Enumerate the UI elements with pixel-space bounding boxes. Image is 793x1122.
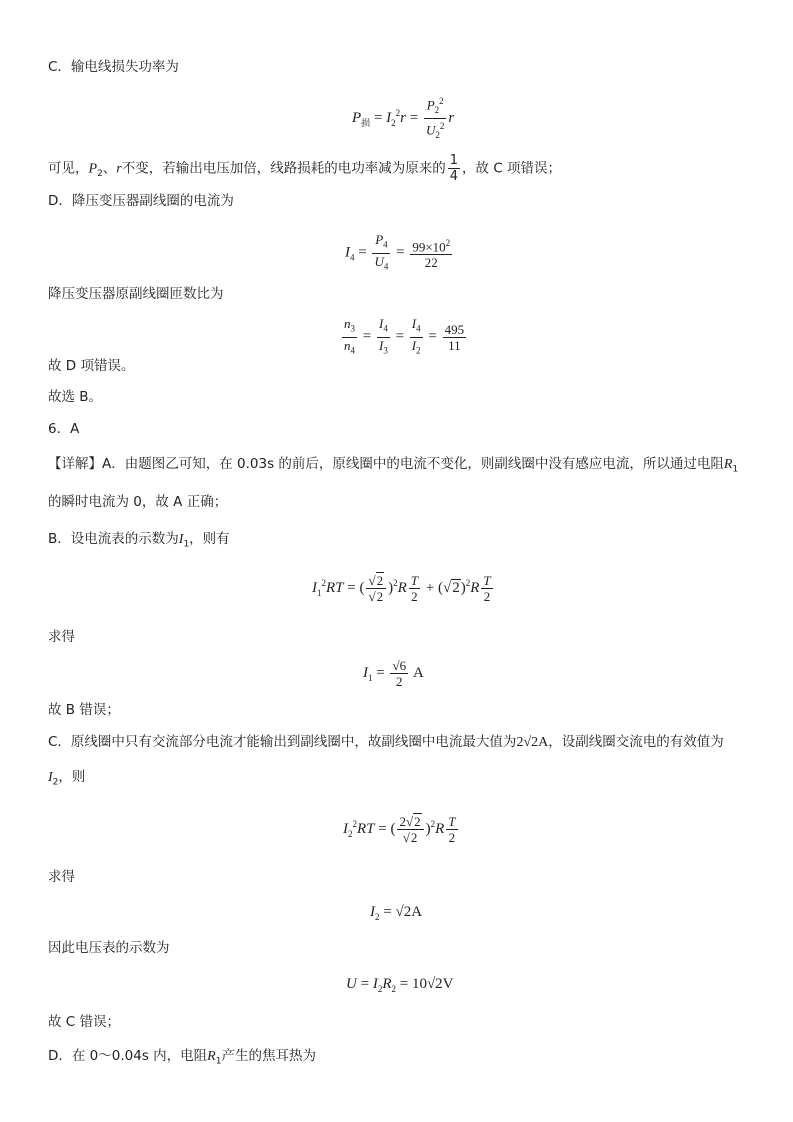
text-line-c-setup-cont: $I_2$，则 <box>48 769 86 788</box>
text-line-b-setup: B．设电流表的示数为$I_1$，则有 <box>48 531 230 550</box>
text-line-conclusion-c: 可见，$P_2$、r不变，若输出电压加倍，线路损耗的电功率减为原来的 $\frac{1}{4}$ ，故 C 项错误； <box>48 153 562 184</box>
text-line-question-6: 6．A <box>48 421 80 437</box>
equation-i2-result: $I_2 = √2A$ <box>370 904 423 922</box>
text-line-explanation-a: 【详解】A．由题图乙可知，在 0.03s 的前后，原线圈中的电流不变化，则副线圈中没有感应电流，所以通过电阻$R_1$ <box>48 456 739 475</box>
equation-turns-ratio: $\frac{n_3}{n_4}$ = $\frac{I_4}{I_3}$ = $\frac{I_4}{I_2}$ = $\frac{495}{11}$ <box>344 316 465 356</box>
text-line-turns-ratio: 降压变压器原副线圈匝数比为 <box>48 286 224 302</box>
equation-i4: $I_4$ = $\frac{P_4}{U_4}$ = $\frac{99\times 10^2}{22}$ <box>345 232 451 272</box>
equation-b-heat: $I_1^2RT$ = ( $\frac{√2}{√2}$ )$^2$R $\frac{T}{2}$ + $(√2)^2R$ $\frac{T}{2}$ <box>312 573 491 604</box>
text-line-d-wrong: 故 D 项错误。 <box>48 358 135 374</box>
text-line-b-wrong: 故 B 错误； <box>48 702 120 718</box>
fraction-one-quarter: $\frac{1}{4}$ <box>449 153 459 184</box>
text-line-explanation-a-cont: 的瞬时电流为 0，故 A 正确； <box>48 494 228 510</box>
text-line-c-wrong: 故 C 错误； <box>48 1014 121 1030</box>
equation-i1-result: $I_1$ = $\frac{√6}{2}$ A <box>363 658 424 689</box>
text-line-d-current: D．降压变压器副线圈的电流为 <box>48 193 234 209</box>
text-line-answer-b: 故选 B。 <box>48 389 103 405</box>
text-line-c-result-label: 求得 <box>48 869 75 885</box>
equation-power-loss: $P_损 = I_2^2r$ = $\frac{P_2^2}{U_2^2}$ r <box>352 96 455 140</box>
text-line-d-heat: D．在 0～0.04s 内，电阻$R_1$产生的焦耳热为 <box>48 1048 316 1067</box>
text-line-c-setup: C．原线圈中只有交流部分电流才能输出到副线圈中，故副线圈中电流最大值为2√2A，设副线圈交流电的有效值为 <box>48 734 724 750</box>
text-line-voltmeter: 因此电压表的示数为 <box>48 940 170 956</box>
equation-voltage: $U = I_2R_2 = 10√2V$ <box>346 976 454 994</box>
equation-c-heat: $I_2^2RT$ = ( $\frac{2√2}{√2}$ )$^2$R $\frac{T}{2}$ <box>343 814 456 845</box>
text-line-power-loss-intro: C．输电线损失功率为 <box>48 59 179 75</box>
text-line-b-result-label: 求得 <box>48 629 75 645</box>
